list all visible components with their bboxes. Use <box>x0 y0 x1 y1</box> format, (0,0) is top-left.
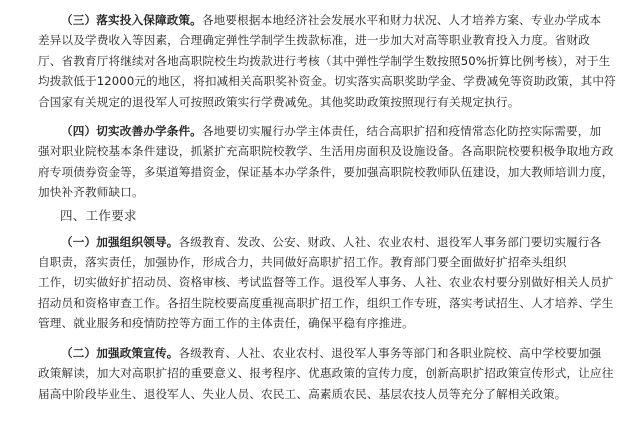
spacer <box>38 334 610 343</box>
paragraph-line: 工作，切实做好扩招动员、资格审核、考试监督等工作。退役军人事务、人社、农业农村要分别做好相关人员扩 <box>38 275 614 290</box>
paragraph-policy-publicity <box>38 343 614 404</box>
paragraph-line: 届高中阶段毕业生、退役军人、失业人员、农民工、高素质农民、基层农技人员等充分了解相关政策。 <box>38 386 567 401</box>
paragraph-heading: （三）落实投入保障政策。 <box>61 13 202 27</box>
paragraph-line: （一）加强组织领导。各级教育、发改、公安、财政、人社、农业农村、退役军人事务部门要切实履行各 <box>61 234 602 249</box>
paragraph-line: 府专项债券资金等，多渠道筹措资金，保证基本办学条件，要加强高职院校教师队伍建设，加大教师培训力度， <box>38 164 614 179</box>
paragraph-funding-guarantee <box>38 10 616 112</box>
paragraph-heading: （一）加强组织领导。 <box>61 234 179 249</box>
paragraph-line: 自职责，落实责任，加强协作，形成合力，共同做好高职扩招工作。教育部门要全面做好扩招牵头组织 <box>38 255 567 270</box>
paragraph-line: 厅、省教育厅将继续对各地高职院校生均拨款进行考核（其中弹性学制学生数按照50%折算比例考核），对于生 <box>38 53 611 68</box>
paragraph-line: 加快补齐教师缺口。 <box>38 185 144 200</box>
paragraph-line: （三）落实投入保障政策。各地要根据本地经济社会发展水平和财力状况、人才培养方案、专业办学成本 <box>61 13 602 27</box>
paragraph-school-conditions <box>38 121 614 203</box>
paragraph-line: （四）切实改善办学条件。各地要切实履行办学主体责任，结合高职扩招和疫情常态化防控实际需要，加 <box>61 124 602 139</box>
paragraph-line: 合国家有关规定的退役军人可按照政策实行学费减免。其他奖助政策按照现行有关规定执行。 <box>38 94 520 109</box>
paragraph-line: （二）加强政策宣传。各级教育、人社、农业农村、退役军人事务等部门和各职业院校、高中学校要加强 <box>61 345 602 360</box>
paragraph-heading: （四）切实改善办学条件。 <box>61 124 202 139</box>
paragraph-line: 均拨款低于12000元的地区，将扣减相关高职奖补资金。切实落实高职奖助学金、学费减免等资助政策，其中符 <box>38 74 616 89</box>
paragraph-heading: （二）加强政策宣传。 <box>61 345 179 360</box>
spacer <box>38 112 610 121</box>
paragraph-line: 差异以及学费收入等因素，合理确定弹性学制学生拨款标准，进一步加大对高等职业教育投入力度。省财政 <box>38 33 590 48</box>
section-title: 四、工作要求 <box>60 207 137 223</box>
paragraph-line: 管理、就业服务和疫情防控等方面工作的主体责任，确保平稳有序推进。 <box>38 316 414 331</box>
paragraph-line: 强对职业院校基本条件建设，抓紧扩充高职院校教学、生活用房面积及设施设备。各高职院校要积极争取地方政 <box>38 144 614 159</box>
paragraph-line: 政策解读，加大对高职扩招的重要意义、报考程序、优惠政策的宣传力度，创新高职扩招政策宣传形式，让应往 <box>38 366 614 381</box>
paragraph-line: 招动员和资格审查工作。各招生院校要高度重视高职扩招工作，组织工作专班，落实考试招生、人才培养、学生 <box>38 295 614 310</box>
paragraph-organization-leadership <box>38 232 614 334</box>
